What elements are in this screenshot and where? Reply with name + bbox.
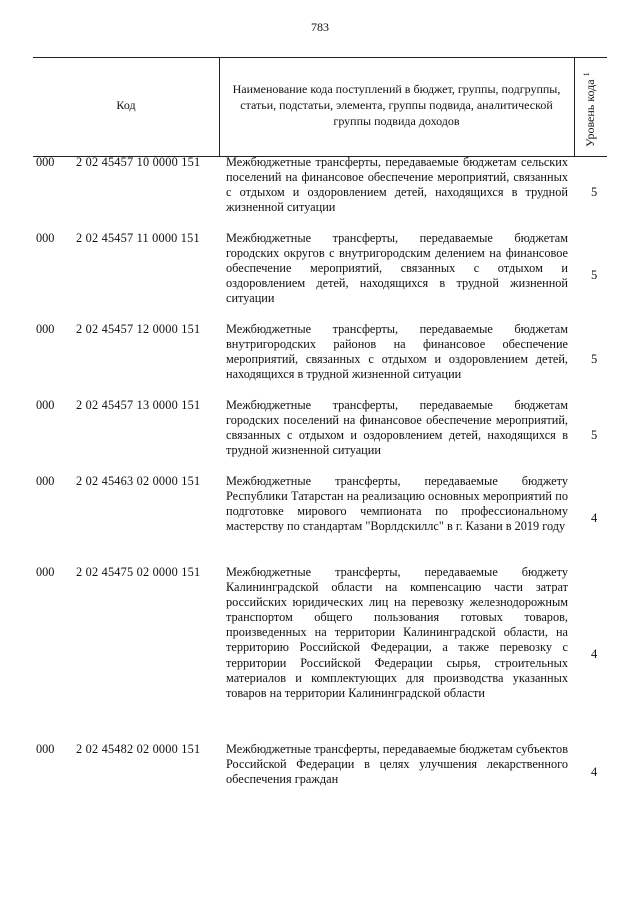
header-level-label: Уровень кода [583, 79, 597, 147]
row-level: 4 [591, 511, 598, 525]
row-level: 5 [591, 352, 598, 366]
header-level [582, 72, 598, 147]
row-description: Межбюджетные трансферты, передаваемые бюджетам внутригородских районов на финансовое обеспечение мероприятий, связанных с отдыхом и оздоровлением детей, находящихся в трудной жизненной ситуации [226, 322, 568, 382]
row-prefix: 000 [36, 155, 55, 169]
row-level: 5 [591, 185, 598, 199]
header-code: Код [116, 98, 136, 112]
row-description: Межбюджетные трансферты, передаваемые бюджетам городских поселений на финансовое обеспечение мероприятий, связанных с отдыхом и оздоровлением детей, находящихся в трудной жизненной ситуации [226, 398, 568, 458]
column-divider [574, 58, 575, 156]
row-level: 4 [591, 765, 598, 779]
row-prefix: 000 [36, 742, 55, 756]
table-row [33, 742, 607, 802]
row-code: 2 02 45457 13 0000 151 [76, 398, 201, 412]
row-prefix: 000 [36, 322, 55, 336]
row-code: 2 02 45457 11 0000 151 [76, 231, 200, 245]
row-level: 5 [591, 428, 598, 442]
row-description: Межбюджетные трансферты, передаваемые бюджету Республики Татарстан на реализацию основных мероприятий по подготовке мирового чемпионата по профессиональному мастерству по стандартам "Ворлдскиллс" в г. Казани в 2019 году [226, 474, 568, 534]
table-header [33, 57, 607, 157]
table-row [33, 474, 607, 565]
row-code: 2 02 45457 10 0000 151 [76, 155, 201, 169]
table-row [33, 322, 607, 398]
row-description: Межбюджетные трансферты, передаваемые бюджетам городских округов с внутригородским делением на финансовое обеспечение мероприятий, связанных с отдыхом и оздоровлением детей, находящихся в трудной жизненной ситуации [226, 231, 568, 306]
table-row [33, 155, 607, 231]
column-divider [219, 58, 220, 156]
row-code: 2 02 45463 02 0000 151 [76, 474, 201, 488]
row-prefix: 000 [36, 231, 55, 245]
page-number: 783 [311, 20, 329, 34]
header-level-footnote: 1 [582, 72, 591, 77]
table-row [33, 231, 607, 322]
row-prefix: 000 [36, 565, 55, 579]
row-description: Межбюджетные трансферты, передаваемые бюджету Калининградской области на компенсацию части затрат российских юридических лиц на перевозку железнодорожным транспортом общего пользования готовых товаров, произведенных на территории Калининградской области, на территорию Российской Федерации, а также перевозку с территории Российской Федерации сырья, строительных материалов и комплектующих для производства указанных товаров на территории Калининградской области [226, 565, 568, 700]
row-description: Межбюджетные трансферты, передаваемые бюджетам субъектов Российской Федерации в целях улучшения лекарственного обеспечения граждан [226, 742, 568, 787]
row-prefix: 000 [36, 398, 55, 412]
row-code: 2 02 45457 12 0000 151 [76, 322, 201, 336]
table-body [33, 155, 607, 802]
row-code: 2 02 45475 02 0000 151 [76, 565, 201, 579]
row-level: 4 [591, 647, 598, 661]
row-description: Межбюджетные трансферты, передаваемые бюджетам сельских поселений на финансовое обеспечение мероприятий, связанных с отдыхом и оздоровлением детей, находящихся в трудной жизненной ситуации [226, 155, 568, 215]
table-row [33, 398, 607, 474]
row-code: 2 02 45482 02 0000 151 [76, 742, 201, 756]
row-level: 5 [591, 268, 598, 282]
header-name: Наименование кода поступлений в бюджет, группы, подгруппы, статьи, подстатьи, элемента, группы подвида, аналитической группы подвида доходов [232, 82, 561, 128]
row-prefix: 000 [36, 474, 55, 488]
table-row [33, 565, 607, 742]
